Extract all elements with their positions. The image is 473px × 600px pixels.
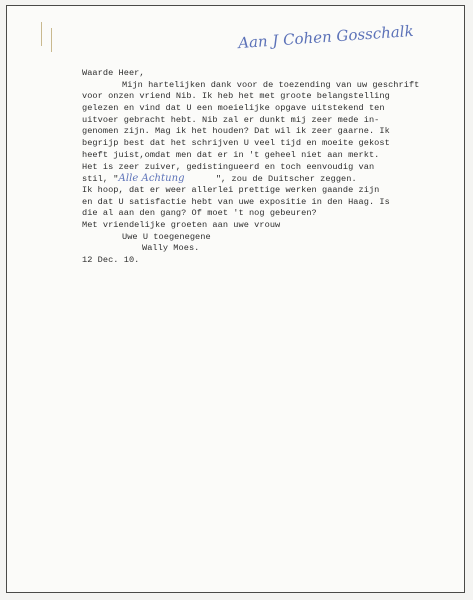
closing: Uwe U toegenegene	[122, 231, 211, 242]
letter-date: 12 Dec. 10.	[82, 255, 140, 265]
body-line-10: en dat U satisfactie hebt van uwe expositie in den Haag. Is	[82, 196, 390, 207]
signature: Wally Moes.	[142, 243, 200, 254]
body-line-4: uitvoer gebracht hebt. Nib zal er dunkt mij zeer mede in-	[82, 114, 380, 125]
letter-body	[82, 68, 442, 267]
body-line-8: Het is zeer zuiver, gedistingueerd en toch eenvoudig van	[82, 161, 375, 172]
stil-prefix: stil, "	[82, 174, 119, 185]
stil-suffix: ", zou de Duitscher zeggen.	[215, 174, 357, 185]
body-line-1: Mijn hartelijken dank voor de toezending van uw geschrift	[122, 79, 420, 90]
body-line-3: gelezen en vind dat U een moeielijke opgave uitstekend ten	[82, 103, 385, 114]
salutation: Waarde Heer,	[82, 68, 145, 78]
body-line-stil	[82, 173, 442, 185]
body-line-6: begrijp best dat het schrijven U veel tijd en moeite gekost	[82, 138, 390, 149]
body-line-9: Ik hoop, dat er weer allerlei prettige werken gaande zijn	[82, 184, 380, 195]
body-line-11: die al aan den gang? Of moet 't nog gebeuren?	[82, 208, 317, 219]
handwritten-insert: Alle Achtung	[118, 173, 185, 185]
punch-marks	[39, 22, 59, 52]
body-line-5: genomen zijn. Mag ik het houden? Dat wil ik zeer gaarne. Ik	[82, 126, 390, 137]
body-line-2: voor onzen vriend Nib. Ik heb het met groote belangstelling	[82, 91, 390, 102]
handwritten-annotation: Aan J Cohen Gosschalk	[237, 21, 415, 53]
body-line-7: heeft juist,omdat men dat er in 't geheel niet aan merkt.	[82, 149, 380, 160]
body-line-12: Met vriendelijke groeten aan uwe vrouw	[82, 219, 281, 230]
